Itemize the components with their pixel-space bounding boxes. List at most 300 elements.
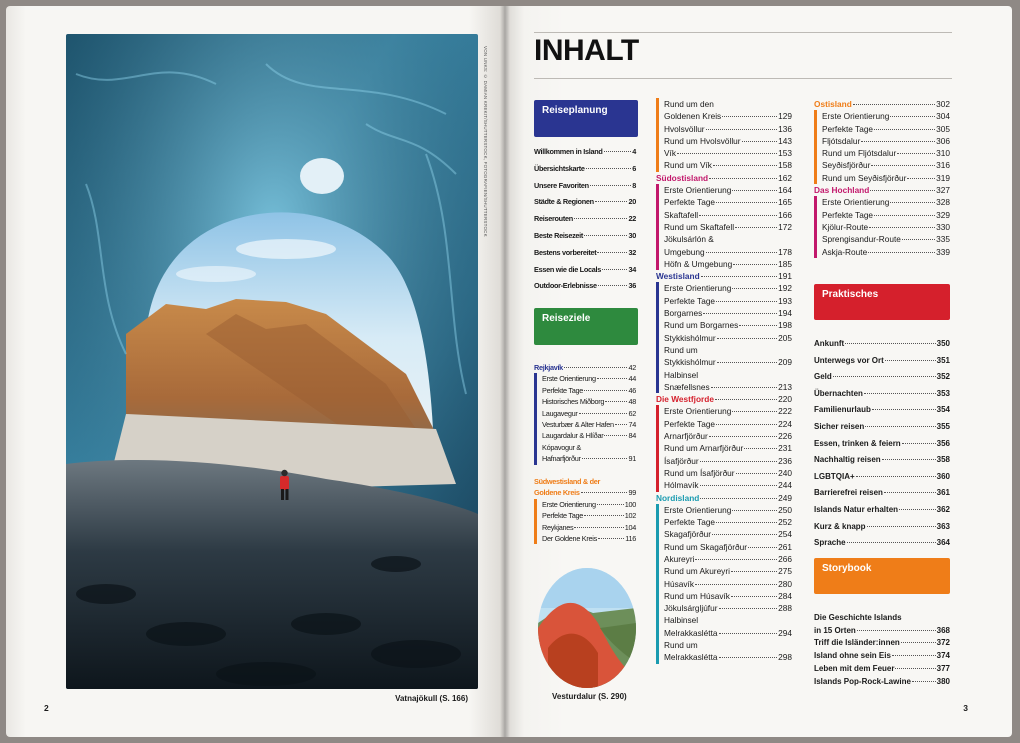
toc-entry [664, 209, 792, 221]
toc-entry-title: Island ohne sein Eis [814, 651, 891, 661]
toc-entry-title: Rund um Seyðisfjörður [822, 172, 907, 183]
toc-entry-page: 361 [936, 488, 950, 498]
toc-dot-leader [732, 288, 777, 289]
toc-entry-title: Unterwegs vor Ort [814, 355, 884, 365]
toc-entry [664, 110, 792, 122]
toc-entry-page: 20 [628, 197, 636, 207]
toc-entry [822, 159, 950, 171]
toc-dot-leader [871, 165, 935, 166]
toc-dot-leader [715, 399, 777, 400]
toc-dot-leader [717, 362, 778, 363]
toc-entry-page: 158 [778, 160, 792, 171]
toc-entry-title: Akureyri [664, 553, 695, 564]
toc-entry [664, 98, 792, 110]
toc-sublist [656, 405, 792, 491]
circle-photo-caption: Vesturdalur (S. 290) [552, 692, 627, 701]
toc-dot-leader [604, 435, 627, 436]
toc-dot-leader [709, 178, 777, 179]
toc-entry [664, 282, 792, 294]
toc-entry-page: 192 [778, 283, 792, 294]
toc-dot-leader [584, 235, 627, 236]
toc-entry-title: Hvolsvöllur [664, 123, 705, 134]
toc-entry-page: 32 [628, 247, 636, 257]
toc-dot-leader [716, 202, 777, 203]
toc-entry [542, 396, 636, 407]
toc-dot-leader [597, 252, 627, 253]
toc-entry-page: 36 [628, 281, 636, 291]
toc-entry [814, 369, 950, 386]
toc-entry-page: 372 [936, 638, 950, 648]
toc-entry [814, 625, 950, 638]
section-banner-storybook [814, 558, 950, 594]
toc-dot-leader [584, 515, 624, 516]
toc-entry-page: 380 [936, 676, 950, 686]
toc-entry [542, 430, 636, 441]
toc-entry-title: Essen wie die Locals [534, 264, 602, 274]
toc-dot-leader [595, 201, 628, 202]
toc-entry [664, 233, 792, 245]
toc-entry-title: Melrakkaslétta [664, 627, 718, 638]
toc-dot-leader [882, 459, 936, 460]
toc-region-heading [534, 476, 636, 487]
toc-entry [664, 258, 792, 270]
toc-entry-page: 4 [632, 147, 636, 156]
toc-entry-title: Rund um Skaftafell [664, 221, 735, 232]
toc-entry-title: Reykjanes [542, 522, 574, 532]
toc-dot-leader [732, 411, 777, 412]
toc-entry-page: 165 [778, 197, 792, 208]
title-rule [534, 78, 952, 79]
toc-entry-page: 46 [628, 385, 636, 395]
toc-entry [664, 639, 792, 651]
toc-dot-leader [833, 376, 936, 377]
toc-region-heading [534, 487, 636, 498]
toc-entry-title: Ísafjörður [664, 455, 699, 466]
toc-entry [664, 147, 792, 159]
toc-entry-title: Ankunft [814, 339, 845, 348]
toc-entry [814, 485, 950, 502]
toc-entry [664, 135, 792, 147]
toc-entry-page: 194 [778, 308, 792, 319]
toc-entry-title: Hólmavík [664, 480, 699, 491]
toc-dot-leader [706, 252, 778, 253]
toc-dot-leader [864, 393, 936, 394]
photo-credit: VON UNKS: © DAMIAN KREKIT/SHUTTERSTOCK, FOTOGRAFIEN/SHUTTERSTOCK [483, 46, 488, 237]
toc-dot-leader [598, 285, 628, 286]
toc-entry-title: Laugardalur & Hlíðar [542, 431, 604, 441]
toc-entry-title: Kjölur-Route [822, 221, 869, 232]
toc-entry [664, 344, 792, 356]
toc-entry-page: 205 [778, 332, 792, 343]
toc-entry-title: Bestens vorbereitet [534, 247, 597, 257]
toc-entry [534, 280, 636, 297]
toc-entry-page: 360 [936, 471, 950, 481]
toc-dot-leader [711, 387, 777, 388]
toc-region-heading [656, 172, 792, 184]
toc-entry-page: 275 [778, 566, 792, 577]
toc-entry-page: 104 [624, 522, 636, 532]
toc-entry-title: Rund um Akureyri [664, 566, 730, 577]
toc-dot-leader [586, 168, 632, 169]
toc-entry-title: Hafnarfjörður [542, 454, 581, 464]
toc-dot-leader [861, 141, 935, 142]
book-spine [500, 6, 510, 737]
toc-entry-page: 288 [778, 603, 792, 614]
toc-entry-page: 226 [778, 431, 792, 442]
toc-entry-title: Beste Reisezeit [534, 230, 584, 240]
toc-entry-page: 48 [628, 397, 636, 407]
toc-dot-leader [899, 509, 936, 510]
toc-entry [534, 180, 636, 197]
section-banner-reiseplanung [534, 100, 638, 137]
toc-dot-leader [733, 264, 777, 265]
toc-entry-page: 351 [936, 355, 950, 365]
toc-entry [822, 221, 950, 233]
toc-region-heading [656, 270, 792, 282]
toc-entry-title: Erste Orientierung [664, 185, 732, 196]
toc-dot-leader [615, 424, 628, 425]
toc-entry [664, 614, 792, 626]
toc-entry [664, 467, 792, 479]
reykjavik-section [534, 362, 636, 465]
toc-entry-page: 316 [936, 160, 950, 171]
toc-entry [814, 452, 950, 469]
toc-entry-page: 198 [778, 320, 792, 331]
toc-entry [814, 353, 950, 370]
toc-entry-page: 220 [778, 394, 792, 405]
toc-entry [664, 295, 792, 307]
toc-entry-page: 162 [778, 172, 792, 183]
toc-entry-page: 356 [936, 438, 950, 448]
toc-sublist [656, 504, 792, 664]
toc-dot-leader [890, 202, 935, 203]
toc-entry-title: Städte & Regionen [534, 197, 594, 207]
toc-entry-page: 240 [778, 467, 792, 478]
toc-dot-leader [701, 276, 778, 277]
toc-entry [814, 676, 950, 689]
toc-entry-title: Jökulsárgljúfur [664, 603, 718, 614]
toc-dot-leader [602, 269, 627, 270]
toc-dot-leader [731, 571, 777, 572]
toc-entry-page: 42 [628, 363, 636, 372]
toc-entry-title: Rund um Hvolsvöllur [664, 135, 741, 146]
toc-entry-page: 178 [778, 246, 792, 257]
toc-entry [814, 519, 950, 536]
toc-dot-leader [719, 608, 778, 609]
toc-entry-title: Vík [664, 148, 676, 159]
toc-region-heading [534, 362, 636, 373]
toc-entry [542, 408, 636, 419]
toc-entry-title: Rund um Borgarnes [664, 320, 739, 331]
toc-entry-page: 368 [936, 625, 950, 635]
toc-dot-leader [574, 527, 623, 528]
toc-entry-page: 374 [936, 651, 950, 661]
toc-entry [664, 651, 792, 663]
toc-entry-page: 280 [778, 578, 792, 589]
toc-entry-page: 254 [778, 529, 792, 540]
toc-entry [534, 196, 636, 213]
toc-entry [814, 419, 950, 436]
toc-entry-title: Arnarfjörður [664, 431, 708, 442]
toc-entry-page: 236 [778, 455, 792, 466]
toc-entry-title: Rejkjavík [534, 363, 563, 372]
toc-entry-title: Perfekte Tage [664, 418, 716, 429]
toc-entry-title: Erste Orientierung [822, 197, 890, 208]
toc-entry-page: 172 [778, 221, 792, 232]
toc-entry-title: in 15 Orten [814, 625, 856, 635]
toc-dot-leader [735, 227, 777, 228]
toc-entry-title: Rund um Ísafjörður [664, 467, 735, 478]
toc-entry [664, 319, 792, 331]
toc-entry-title: Südwestisland & der [534, 477, 601, 486]
toc-entry-page: 143 [778, 135, 792, 146]
toc-entry [664, 455, 792, 467]
toc-entry [542, 373, 636, 384]
toc-dot-leader [677, 153, 777, 154]
toc-dot-leader [579, 413, 628, 414]
toc-entry-page: 266 [778, 553, 792, 564]
toc-dot-leader [700, 485, 778, 486]
toc-sublist [814, 196, 950, 257]
toc-entry-title: Rund um Fljótsdalur [822, 148, 897, 159]
toc-dot-leader [897, 153, 935, 154]
toc-region-heading [656, 393, 792, 405]
toc-entry [542, 419, 636, 430]
toc-dot-leader [874, 129, 935, 130]
toc-dot-leader [912, 681, 936, 682]
vesturdalur-image [538, 568, 636, 688]
toc-dot-leader [902, 239, 935, 240]
toc-column-3 [814, 98, 950, 258]
toc-dot-leader [901, 642, 936, 643]
toc-entry [814, 612, 950, 625]
toc-entry [664, 627, 792, 639]
toc-entry-title: Skaftafell [664, 209, 699, 220]
toc-entry [664, 196, 792, 208]
toc-entry [822, 196, 950, 208]
toc-entry-page: 304 [936, 111, 950, 122]
toc-entry-title: Halbinsel [664, 369, 699, 380]
toc-entry-title: Goldenen Kreis [664, 111, 722, 122]
toc-dot-leader [582, 458, 628, 459]
toc-entry [534, 247, 636, 264]
toc-entry-page: 335 [936, 234, 950, 245]
section-banner-label: Storybook [822, 563, 872, 574]
toc-entry-title: Sprengisandur-Route [822, 234, 901, 245]
toc-entry-page: 354 [936, 405, 950, 415]
toc-entry [822, 233, 950, 245]
toc-dot-leader [719, 657, 778, 658]
toc-entry-page: 310 [936, 148, 950, 159]
toc-dot-leader [700, 461, 778, 462]
toc-entry-title: Melrakkaslétta [664, 652, 718, 663]
vesturdalur-photo [538, 568, 636, 688]
toc-entry-title: Reiserouten [534, 214, 573, 224]
toc-entry-title: Ostisland [814, 99, 852, 109]
toc-entry [664, 123, 792, 135]
toc-dot-leader [744, 448, 777, 449]
toc-entry [542, 385, 636, 396]
toc-entry [814, 637, 950, 650]
toc-dot-leader [845, 343, 935, 344]
toc-dot-leader [731, 596, 777, 597]
toc-entry-page: 62 [628, 408, 636, 418]
toc-entry-page: 377 [936, 663, 950, 673]
toc-entry-page: 305 [936, 123, 950, 134]
toc-entry-title: Borgarnes [664, 308, 703, 319]
toc-dot-leader [695, 584, 777, 585]
toc-entry-title: Übernachten [814, 388, 863, 398]
toc-entry-page: 362 [936, 504, 950, 514]
toc-entry-title: Erste Orientierung [664, 406, 732, 417]
toc-entry-title: Erste Orientierung [542, 499, 596, 509]
toc-entry-page: 298 [778, 652, 792, 663]
toc-entry-title: Höfn & Umgebung [664, 258, 733, 269]
toc-dot-leader [847, 542, 936, 543]
toc-dot-leader [869, 227, 935, 228]
toc-entry-page: 224 [778, 418, 792, 429]
toc-entry [664, 332, 792, 344]
toc-entry-page: 191 [778, 271, 792, 282]
toc-entry-title: Erste Orientierung [664, 504, 732, 515]
toc-entry-title: LGBTQIA+ [814, 471, 855, 481]
toc-entry-title: Snæfellsnes [664, 381, 710, 392]
toc-dot-leader [712, 534, 777, 535]
toc-dot-leader [564, 367, 628, 368]
toc-entry-title: Umgebung [664, 246, 705, 257]
toc-entry-page: 44 [628, 374, 636, 384]
toc-entry-title: Rund um [664, 640, 698, 651]
toc-entry-title: Leben mit dem Feuer [814, 663, 895, 673]
toc-entry-page: 339 [936, 246, 950, 257]
toc-entry-title: Sprache [814, 538, 846, 548]
toc-entry [822, 123, 950, 135]
toc-dot-leader [870, 190, 935, 191]
toc-entry-title: Der Goldene Kreis [542, 534, 597, 544]
toc-entry [664, 442, 792, 454]
toc-entry [822, 147, 950, 159]
toc-dot-leader [703, 313, 777, 314]
toc-region-heading [814, 184, 950, 196]
toc-entry [822, 246, 950, 258]
toc-entry-title: Perfekte Tage [822, 209, 874, 220]
toc-entry-page: 302 [936, 99, 950, 109]
toc-entry [664, 418, 792, 430]
toc-entry-title: Rund um Skagafjörður [664, 541, 748, 552]
toc-dot-leader [597, 378, 628, 379]
toc-entry-page: 222 [778, 406, 792, 417]
toc-entry-title: Laugavegur [542, 408, 578, 418]
page-number-right: 3 [963, 703, 968, 713]
toc-entry-title: Skagafjörður [664, 529, 712, 540]
toc-entry-title: Perfekte Tage [542, 385, 583, 395]
toc-entry [664, 221, 792, 233]
toc-dot-leader [868, 252, 935, 253]
toc-sublist [534, 373, 636, 464]
toc-entry-title: Rund um Húsavík [664, 590, 730, 601]
toc-entry-page: 329 [936, 209, 950, 220]
toc-entry-page: 34 [628, 264, 636, 274]
toc-entry-title: Erste Orientierung [822, 111, 890, 122]
toc-entry [664, 553, 792, 565]
toc-entry-page: 319 [936, 172, 950, 183]
toc-dot-leader [856, 476, 936, 477]
toc-region-heading [656, 492, 792, 504]
toc-dot-leader [716, 522, 777, 523]
toc-dot-leader [865, 426, 935, 427]
toc-entry-title: Stykkishólmur [664, 332, 716, 343]
toc-entry-page: 244 [778, 480, 792, 491]
toc-entry [664, 381, 792, 393]
toc-entry-title: Jökulsárlón & [664, 234, 714, 245]
toc-entry-title: Stykkishólmur [664, 357, 716, 368]
toc-dot-leader [892, 655, 936, 656]
toc-entry-page: 102 [624, 511, 636, 521]
toc-entry-title: Willkommen in Island [534, 147, 603, 156]
toc-entry [664, 405, 792, 417]
toc-entry-title: Askja-Route [822, 246, 868, 257]
toc-entry-title: Rund um [664, 344, 698, 355]
toc-dot-leader [700, 498, 777, 499]
toc-entry [822, 172, 950, 184]
toc-entry-title: Barrierefrei reisen [814, 488, 883, 498]
toc-entry-page: 209 [778, 357, 792, 368]
left-page [6, 6, 504, 737]
toc-entry-title: Nachhaltig reisen [814, 455, 881, 465]
toc-dot-leader [739, 325, 777, 326]
page-title: INHALT [534, 34, 639, 67]
toc-entry [664, 528, 792, 540]
toc-entry [534, 264, 636, 281]
toc-dot-leader [732, 190, 777, 191]
toc-entry [664, 246, 792, 258]
right-page [504, 6, 1012, 737]
toc-entry-title: Die Westfjorde [656, 394, 714, 405]
toc-dot-leader [604, 151, 632, 152]
toc-entry-page: 327 [936, 185, 950, 196]
toc-entry [542, 533, 636, 544]
toc-entry-page: 166 [778, 209, 792, 220]
toc-entry-title: Rund um den [664, 99, 714, 109]
toc-entry-page: 306 [936, 135, 950, 146]
toc-entry [542, 510, 636, 521]
toc-dot-leader [732, 510, 777, 511]
toc-entry-page: 350 [936, 339, 950, 348]
toc-entry-page: 30 [628, 230, 636, 240]
toc-entry [542, 499, 636, 510]
toc-dot-leader [736, 473, 778, 474]
toc-entry-title: Perfekte Tage [664, 197, 716, 208]
toc-sublist [656, 184, 792, 270]
toc-entry-page: 116 [625, 534, 636, 544]
toc-entry-page: 99 [628, 488, 636, 498]
toc-entry [534, 230, 636, 247]
toc-dot-leader [857, 630, 936, 631]
toc-dot-leader [597, 504, 624, 505]
toc-entry [664, 565, 792, 577]
toc-entry [664, 504, 792, 516]
toc-entry-title: Das Hochland [814, 185, 870, 196]
toc-entry [664, 159, 792, 171]
toc-entry [814, 535, 950, 552]
toc-dot-leader [590, 185, 631, 186]
toc-entry [664, 369, 792, 381]
toc-entry-page: 74 [628, 420, 636, 430]
toc-entry-page: 284 [778, 590, 792, 601]
toc-dot-leader [695, 559, 777, 560]
toc-entry [534, 213, 636, 230]
suedwest-section [534, 476, 636, 544]
